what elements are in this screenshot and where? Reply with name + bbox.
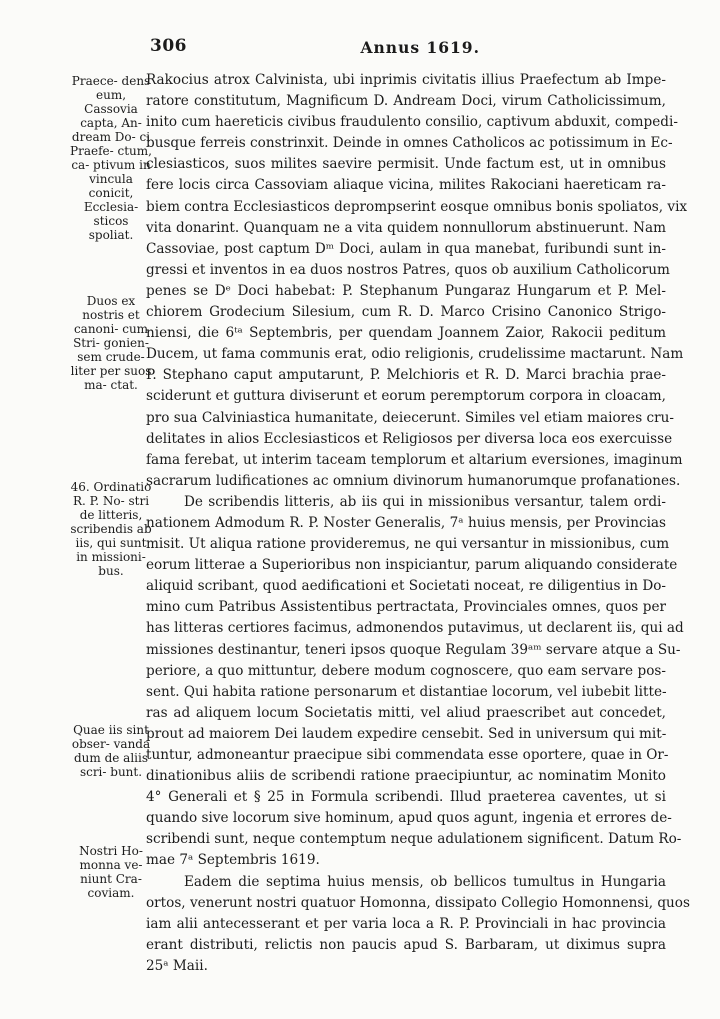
text-line: erant distributi, relictis non paucis apud S. Barbaram, ut diximus supra	[146, 936, 666, 953]
text-line: sciderunt et guttura diviserunt et eorum peremptorum corpora in cloacam,	[146, 388, 666, 405]
margin-note-duos-ex-nostris: Duos ex nostris et canoni- cum Stri- gonien- sem crude- liter per suos ma- ctat.	[70, 294, 152, 392]
text-line: delitates in alios Ecclesiasticos et Religiosos per diversa loca eos exercuisse	[146, 430, 673, 447]
text-line: clesiasticos, suos milites saevire permisit. Unde factum est, ut in omnibus	[146, 156, 666, 173]
text-line: misit. Ut aliqua ratione provideremus, ne qui versantur in missionibus, cum	[146, 536, 670, 553]
text-line: inito cum haereticis civibus fraudulento consilio, captivum abduxit, compedi-	[146, 114, 678, 131]
text-line: 4° Generali et § 25 in Formula scribendi. Illud praeterea caventes, ut si	[146, 789, 666, 806]
text-line: ras ad aliquem locum Societatis mitti, vel aliud praescribet aut concedet,	[146, 704, 666, 721]
text-line: biem contra Ecclesiasticos deprompserint eosque omnibus bonis spoliatos, vix	[146, 198, 688, 215]
page-number: 306	[150, 36, 187, 56]
text-line: niensi, die 6ᵗᵃ Septembris, per quendam Joannem Zaior, Rakocii peditum	[146, 325, 666, 342]
text-line: fama ferebat, ut interim taceam templorum et altarium eversiones, imaginum	[146, 451, 683, 468]
margin-note-ordinatio: 46. Ordinatio R. P. No- stri de litteris, scribendis ab iis, qui sunt in missioni- bus.	[70, 480, 152, 578]
text-line: dinationibus aliis de scribendi ratione praecipiuntur, ac nominatim Monito	[146, 768, 666, 785]
text-line: mino cum Patribus Assistentibus pertractata, Provinciales omnes, quos per	[146, 599, 666, 616]
text-line: quando sive locorum sive hominum, apud quos agunt, ingenia et errores de-	[146, 810, 672, 827]
margin-note-quae-iis: Quae iis sint obser- vanda dum de aliis scri- bunt.	[71, 723, 151, 779]
text-line: ratore constitutum, Magnificum D. Andream Doci, virum Catholicissimum,	[146, 93, 666, 110]
text-line: has litteras certiores facimus, admonendos putavimus, ut declarent iis, qui ad	[146, 620, 684, 637]
text-line: missiones destinantur, teneri ipsos quoque Regulam 39ᵃᵐ servare atque a Su-	[146, 641, 681, 658]
text-line: mae 7ᵃ Septembris 1619.	[146, 852, 320, 869]
page-header	[150, 36, 480, 60]
text-line: penes se Dᵉ Doci habebat: P. Stephanum Pungaraz Hungarum et P. Mel-	[146, 282, 666, 299]
text-line: fere locis circa Cassoviam aliaque vicina, milites Rakociani haereticam ra-	[146, 177, 666, 194]
text-line: 25ᵃ Maii.	[146, 957, 208, 974]
margin-note-nostri-homonna: Nostri Ho- monna ve- niunt Cra- coviam.	[79, 844, 143, 900]
text-line: eorum litterae a Superioribus non inspiciantur, parum aliquando considerate	[146, 557, 678, 574]
text-line: vita donarint. Quanquam ne a vita quidem nonnullorum abstinuerunt. Nam	[146, 219, 666, 236]
body-text	[146, 70, 690, 977]
text-line: aliquid scribant, quod aedificationi et Societati noceat, re diligentius in Do-	[146, 578, 666, 595]
text-line: periore, a quo mittuntur, debere modum cognoscere, quo eam servare pos-	[146, 662, 666, 679]
text-line: De scribendis litteris, ab iis qui in missionibus versantur, talem ordi-	[184, 493, 666, 510]
running-head: Annus 1619.	[360, 38, 480, 57]
text-line: tuntur, admoneantur praecipue sibi commendata esse oportere, quae in Or-	[146, 747, 669, 763]
text-line: iam alii antecesserant et per varia loca a R. P. Provinciali in hac provincia	[146, 915, 666, 932]
text-line: P. Stephano caput amputarunt, P. Melchioris et R. D. Marci brachia prae-	[146, 367, 666, 384]
text-line: chiorem Grodecium Silesium, cum R. D. Marco Crisino Canonico Strigo-	[146, 304, 666, 321]
text-line: Ducem, ut fama communis erat, odio religionis, crudelissime mactarunt. Nam	[146, 346, 684, 363]
text-line: Eadem die septima huius mensis, ob bellicos tumultus in Hungaria	[184, 873, 666, 890]
text-line: Rakocius atrox Calvinista, ubi inprimis civitatis illius Praefectum ab Impe-	[146, 72, 666, 88]
text-line: scribendi sunt, neque contemptum neque adulationem significent. Datum Ro-	[146, 831, 682, 848]
text-line: ortos, venerunt nostri quatuor Homonna, dissipato Collegio Homonnensi, quos	[146, 894, 690, 911]
text-line: sacrarum ludificationes ac omnium divinorum humanorumque profanationes.	[146, 472, 681, 489]
text-line: gressi et inventos in ea duos nostros Patres, quos ob auxilium Catholicorum	[146, 261, 670, 278]
text-line: sent. Qui habita ratione personarum et distantiae locorum, vel iubebit litte-	[146, 683, 667, 700]
text-line: pro sua Calviniastica humanitate, deiecerunt. Similes vel etiam maiores cru-	[146, 409, 674, 426]
text-line: busque ferreis constrinxit. Deinde in omnes Catholicos ac potissimum in Ec-	[146, 135, 673, 152]
text-line: prout ad maiorem Dei laudem expedire censebit. Sed in universum qui mit-	[146, 725, 667, 742]
text-line: nationem Admodum R. P. Noster Generalis, 7ᵃ huius mensis, per Provincias	[146, 514, 666, 531]
text-line: Cassoviae, post captum Dᵐ Doci, aulam in qua manebat, furibundi sunt in-	[146, 240, 666, 257]
margin-note-praecedens: Praece- dens eum, Cassovia capta, An- dream Do- ci Praefe- ctum, ca- ptivum in vincula conicit, Ecclesia- sticos spoliat.	[70, 74, 152, 242]
